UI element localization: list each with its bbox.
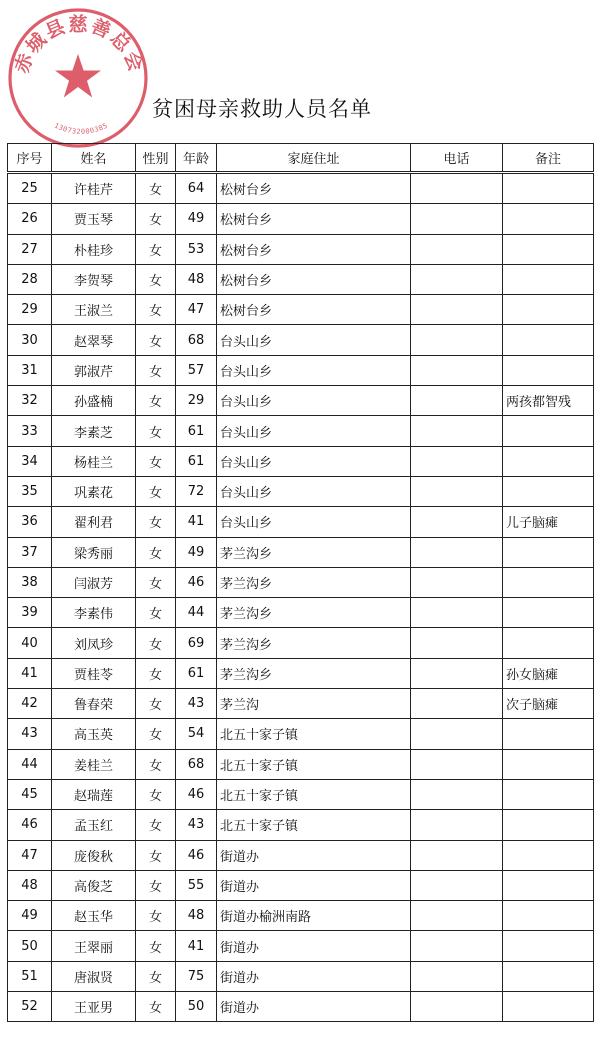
seal-serial-path: 130732000385 — [52, 121, 110, 136]
table-row — [8, 870, 594, 900]
cell-address: 街道办 — [217, 870, 411, 900]
cell-address: 台头山乡 — [217, 355, 411, 385]
seal-text-path: 赤城县慈善总会 — [10, 13, 148, 77]
cell-age: 46 — [176, 567, 217, 597]
header-address: 家庭住址 — [217, 144, 411, 173]
cell-serial-number: 30 — [8, 325, 52, 355]
table-row — [8, 658, 594, 688]
cell-sex: 女 — [136, 931, 176, 961]
cell-address: 台头山乡 — [217, 325, 411, 355]
cell-sex: 女 — [136, 810, 176, 840]
table-row — [8, 992, 594, 1022]
cell-note — [503, 749, 594, 779]
cell-phone — [411, 325, 503, 355]
cell-address: 北五十家子镇 — [217, 719, 411, 749]
table-row — [8, 628, 594, 658]
cell-phone — [411, 598, 503, 628]
cell-age: 41 — [176, 931, 217, 961]
table-row — [8, 355, 594, 385]
cell-note — [503, 901, 594, 931]
cell-serial-number: 32 — [8, 386, 52, 416]
header-phone: 电话 — [411, 144, 503, 173]
cell-phone — [411, 173, 503, 204]
aid-recipient-table — [7, 143, 594, 1022]
cell-age: 53 — [176, 234, 217, 264]
cell-age: 49 — [176, 204, 217, 234]
cell-phone — [411, 567, 503, 597]
cell-phone — [411, 961, 503, 991]
cell-age: 68 — [176, 749, 217, 779]
official-seal — [4, 4, 152, 152]
cell-phone — [411, 446, 503, 476]
cell-serial-number: 48 — [8, 870, 52, 900]
cell-name: 李素芝 — [52, 416, 136, 446]
cell-note — [503, 476, 594, 506]
cell-note — [503, 961, 594, 991]
cell-phone — [411, 537, 503, 567]
cell-serial-number: 39 — [8, 598, 52, 628]
cell-sex: 女 — [136, 901, 176, 931]
header-name: 姓名 — [52, 144, 136, 173]
cell-name: 巩素花 — [52, 476, 136, 506]
table-row — [8, 234, 594, 264]
cell-age: 46 — [176, 840, 217, 870]
cell-sex: 女 — [136, 658, 176, 688]
cell-address: 街道办 — [217, 992, 411, 1022]
table-row — [8, 840, 594, 870]
cell-serial-number: 42 — [8, 689, 52, 719]
cell-age: 61 — [176, 416, 217, 446]
cell-sex: 女 — [136, 507, 176, 537]
cell-name: 孟玉红 — [52, 810, 136, 840]
table-body — [8, 173, 594, 1022]
cell-note — [503, 931, 594, 961]
cell-serial-number: 51 — [8, 961, 52, 991]
cell-address: 松树台乡 — [217, 234, 411, 264]
table-row — [8, 204, 594, 234]
cell-age: 47 — [176, 295, 217, 325]
cell-address: 茅兰沟乡 — [217, 598, 411, 628]
cell-sex: 女 — [136, 295, 176, 325]
cell-sex: 女 — [136, 325, 176, 355]
cell-sex: 女 — [136, 446, 176, 476]
table-row — [8, 719, 594, 749]
cell-serial-number: 52 — [8, 992, 52, 1022]
cell-note: 次子脑瘫 — [503, 689, 594, 719]
cell-name: 王翠丽 — [52, 931, 136, 961]
cell-note: 孙女脑瘫 — [503, 658, 594, 688]
document-title: 贫困母亲救助人员名单 — [152, 97, 372, 121]
cell-phone — [411, 719, 503, 749]
cell-serial-number: 34 — [8, 446, 52, 476]
cell-sex: 女 — [136, 870, 176, 900]
table-row — [8, 325, 594, 355]
cell-phone — [411, 628, 503, 658]
cell-note — [503, 416, 594, 446]
table-row — [8, 476, 594, 506]
cell-sex: 女 — [136, 234, 176, 264]
table-row — [8, 416, 594, 446]
table-row — [8, 264, 594, 294]
cell-serial-number: 45 — [8, 779, 52, 809]
cell-name: 贾桂苓 — [52, 658, 136, 688]
seal-serial — [53, 121, 109, 135]
cell-sex: 女 — [136, 598, 176, 628]
cell-address: 茅兰沟乡 — [217, 567, 411, 597]
cell-sex: 女 — [136, 689, 176, 719]
cell-age: 61 — [176, 446, 217, 476]
cell-address: 茅兰沟乡 — [217, 537, 411, 567]
cell-age: 69 — [176, 628, 217, 658]
cell-address: 北五十家子镇 — [217, 779, 411, 809]
cell-phone — [411, 689, 503, 719]
cell-age: 43 — [176, 689, 217, 719]
cell-serial-number: 41 — [8, 658, 52, 688]
cell-note — [503, 567, 594, 597]
cell-serial-number: 37 — [8, 537, 52, 567]
cell-address: 茅兰沟乡 — [217, 658, 411, 688]
cell-address: 松树台乡 — [217, 264, 411, 294]
cell-name: 姜桂兰 — [52, 749, 136, 779]
cell-age: 68 — [176, 325, 217, 355]
cell-phone — [411, 476, 503, 506]
cell-sex: 女 — [136, 992, 176, 1022]
cell-phone — [411, 870, 503, 900]
cell-note — [503, 628, 594, 658]
cell-sex: 女 — [136, 264, 176, 294]
cell-sex: 女 — [136, 173, 176, 204]
cell-note — [503, 295, 594, 325]
table-row — [8, 598, 594, 628]
table-row — [8, 689, 594, 719]
cell-sex: 女 — [136, 779, 176, 809]
table-row — [8, 537, 594, 567]
cell-serial-number: 35 — [8, 476, 52, 506]
cell-phone — [411, 658, 503, 688]
cell-sex: 女 — [136, 537, 176, 567]
cell-serial-number: 40 — [8, 628, 52, 658]
cell-age: 72 — [176, 476, 217, 506]
cell-age: 48 — [176, 901, 217, 931]
cell-age: 49 — [176, 537, 217, 567]
cell-note — [503, 446, 594, 476]
cell-age: 64 — [176, 173, 217, 204]
cell-address: 松树台乡 — [217, 173, 411, 204]
cell-note — [503, 810, 594, 840]
cell-sex: 女 — [136, 840, 176, 870]
table-row — [8, 386, 594, 416]
cell-serial-number: 47 — [8, 840, 52, 870]
cell-phone — [411, 386, 503, 416]
cell-age: 29 — [176, 386, 217, 416]
cell-name: 杨桂兰 — [52, 446, 136, 476]
cell-serial-number: 31 — [8, 355, 52, 385]
table-row — [8, 446, 594, 476]
cell-age: 46 — [176, 779, 217, 809]
cell-address: 台头山乡 — [217, 416, 411, 446]
cell-phone — [411, 810, 503, 840]
cell-age: 48 — [176, 264, 217, 294]
cell-name: 鲁春荣 — [52, 689, 136, 719]
cell-phone — [411, 779, 503, 809]
cell-name: 赵瑞莲 — [52, 779, 136, 809]
table-row — [8, 901, 594, 931]
cell-note — [503, 355, 594, 385]
cell-sex: 女 — [136, 961, 176, 991]
cell-serial-number: 25 — [8, 173, 52, 204]
table-row — [8, 779, 594, 809]
cell-phone — [411, 295, 503, 325]
cell-age: 41 — [176, 507, 217, 537]
cell-note — [503, 173, 594, 204]
cell-note: 两孩都智残 — [503, 386, 594, 416]
cell-phone — [411, 204, 503, 234]
cell-sex: 女 — [136, 204, 176, 234]
cell-phone — [411, 416, 503, 446]
cell-name: 高俊芝 — [52, 870, 136, 900]
cell-name: 贾玉琴 — [52, 204, 136, 234]
cell-age: 57 — [176, 355, 217, 385]
cell-address: 松树台乡 — [217, 295, 411, 325]
cell-name: 赵翠琴 — [52, 325, 136, 355]
cell-name: 唐淑贤 — [52, 961, 136, 991]
table-row — [8, 931, 594, 961]
seal-star-icon — [55, 54, 101, 98]
cell-age: 54 — [176, 719, 217, 749]
table-row — [8, 810, 594, 840]
cell-name: 高玉英 — [52, 719, 136, 749]
table-row — [8, 567, 594, 597]
cell-name: 孙盛楠 — [52, 386, 136, 416]
cell-address: 台头山乡 — [217, 476, 411, 506]
cell-name: 许桂芹 — [52, 173, 136, 204]
cell-name: 翟利君 — [52, 507, 136, 537]
cell-name: 王淑兰 — [52, 295, 136, 325]
cell-phone — [411, 901, 503, 931]
cell-sex: 女 — [136, 386, 176, 416]
cell-note — [503, 779, 594, 809]
header-age: 年龄 — [176, 144, 217, 173]
cell-name: 赵玉华 — [52, 901, 136, 931]
cell-age: 44 — [176, 598, 217, 628]
cell-serial-number: 26 — [8, 204, 52, 234]
cell-name: 梁秀丽 — [52, 537, 136, 567]
cell-serial-number: 50 — [8, 931, 52, 961]
cell-note — [503, 234, 594, 264]
cell-sex: 女 — [136, 628, 176, 658]
cell-address: 松树台乡 — [217, 204, 411, 234]
cell-phone — [411, 234, 503, 264]
table-row — [8, 507, 594, 537]
cell-address: 街道办 — [217, 931, 411, 961]
cell-phone — [411, 840, 503, 870]
cell-name: 李贺琴 — [52, 264, 136, 294]
table-row — [8, 749, 594, 779]
cell-address: 茅兰沟 — [217, 689, 411, 719]
cell-note — [503, 840, 594, 870]
cell-phone — [411, 264, 503, 294]
header-note: 备注 — [503, 144, 594, 173]
table-row — [8, 295, 594, 325]
cell-address: 台头山乡 — [217, 446, 411, 476]
cell-serial-number: 44 — [8, 749, 52, 779]
cell-note — [503, 264, 594, 294]
cell-serial-number: 29 — [8, 295, 52, 325]
cell-note — [503, 870, 594, 900]
cell-serial-number: 49 — [8, 901, 52, 931]
cell-note — [503, 325, 594, 355]
cell-serial-number: 38 — [8, 567, 52, 597]
header-sex: 性别 — [136, 144, 176, 173]
cell-note — [503, 204, 594, 234]
cell-note — [503, 992, 594, 1022]
cell-address: 北五十家子镇 — [217, 810, 411, 840]
cell-age: 75 — [176, 961, 217, 991]
cell-serial-number: 46 — [8, 810, 52, 840]
cell-sex: 女 — [136, 355, 176, 385]
cell-name: 李素伟 — [52, 598, 136, 628]
cell-name: 朴桂珍 — [52, 234, 136, 264]
cell-serial-number: 36 — [8, 507, 52, 537]
cell-sex: 女 — [136, 719, 176, 749]
cell-phone — [411, 992, 503, 1022]
cell-name: 刘凤珍 — [52, 628, 136, 658]
cell-age: 61 — [176, 658, 217, 688]
cell-address: 街道办 — [217, 961, 411, 991]
cell-age: 43 — [176, 810, 217, 840]
cell-sex: 女 — [136, 567, 176, 597]
cell-phone — [411, 507, 503, 537]
cell-age: 50 — [176, 992, 217, 1022]
cell-note — [503, 537, 594, 567]
cell-serial-number: 33 — [8, 416, 52, 446]
cell-note — [503, 719, 594, 749]
table-header-row — [8, 144, 594, 173]
cell-phone — [411, 749, 503, 779]
cell-age: 55 — [176, 870, 217, 900]
cell-sex: 女 — [136, 416, 176, 446]
cell-address: 街道办榆洲南路 — [217, 901, 411, 931]
cell-name: 庞俊秋 — [52, 840, 136, 870]
cell-name: 王亚男 — [52, 992, 136, 1022]
header-serial-number: 序号 — [8, 144, 52, 173]
cell-sex: 女 — [136, 749, 176, 779]
cell-name: 闫淑芳 — [52, 567, 136, 597]
cell-address: 北五十家子镇 — [217, 749, 411, 779]
cell-note — [503, 598, 594, 628]
table-row — [8, 173, 594, 204]
cell-name: 郭淑芹 — [52, 355, 136, 385]
cell-serial-number: 43 — [8, 719, 52, 749]
cell-sex: 女 — [136, 476, 176, 506]
cell-address: 台头山乡 — [217, 386, 411, 416]
cell-address: 街道办 — [217, 840, 411, 870]
cell-address: 茅兰沟乡 — [217, 628, 411, 658]
table-row — [8, 961, 594, 991]
cell-serial-number: 28 — [8, 264, 52, 294]
cell-serial-number: 27 — [8, 234, 52, 264]
cell-phone — [411, 355, 503, 385]
cell-phone — [411, 931, 503, 961]
cell-address: 台头山乡 — [217, 507, 411, 537]
cell-note: 儿子脑瘫 — [503, 507, 594, 537]
